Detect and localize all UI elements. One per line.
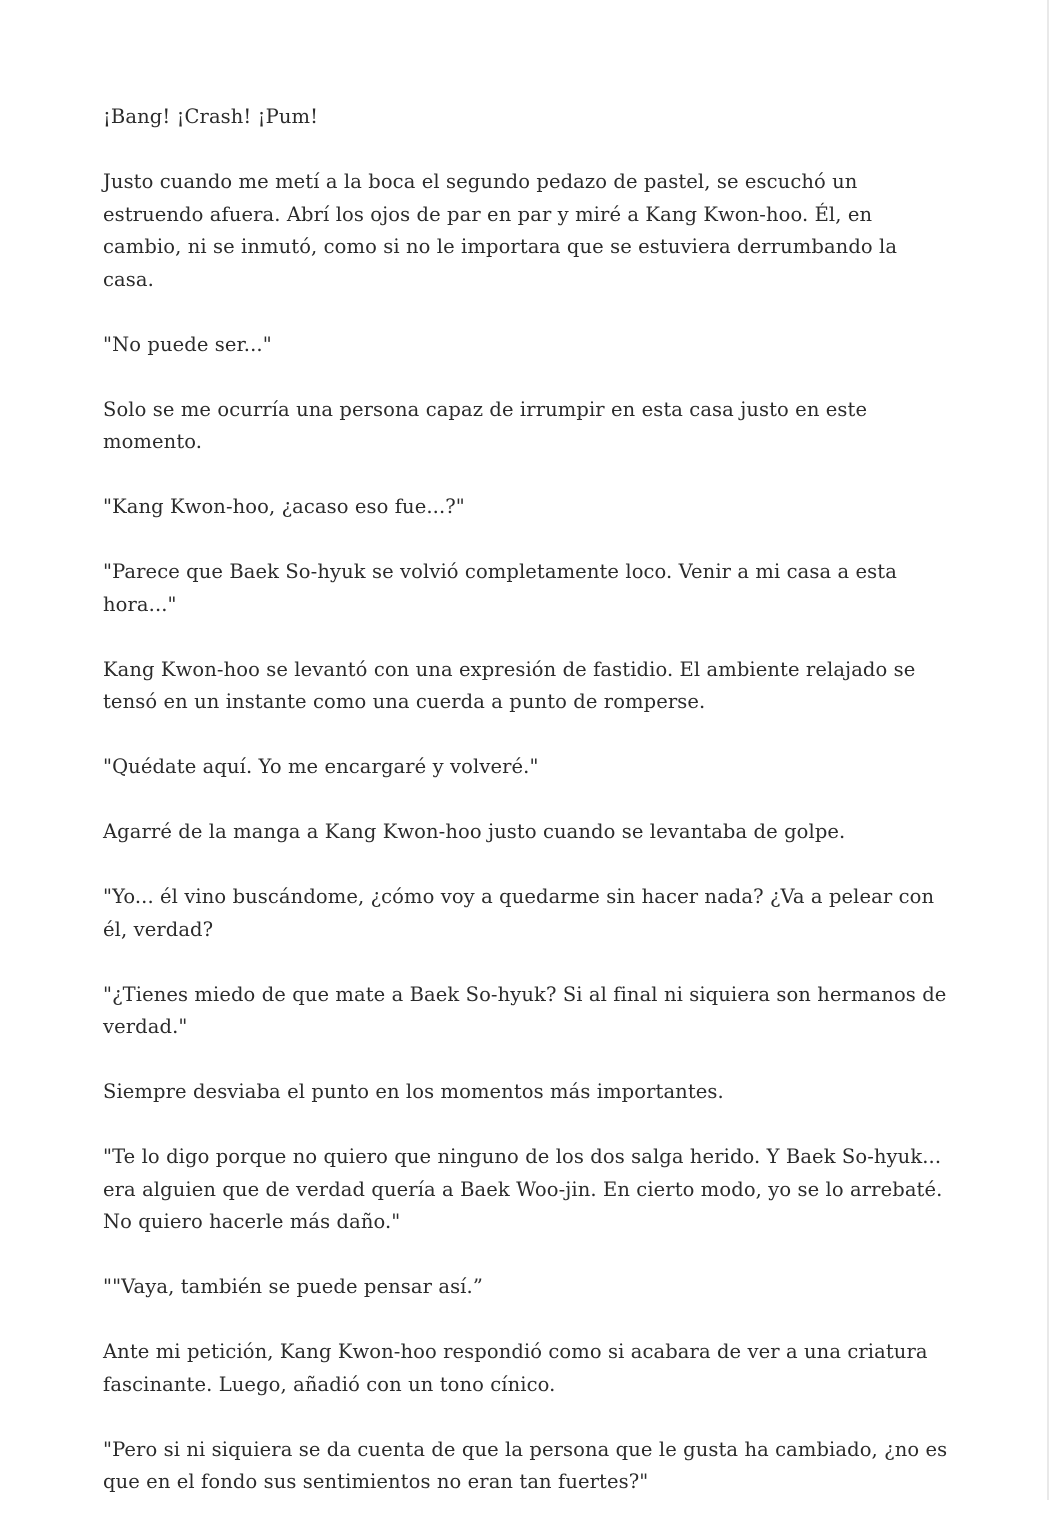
paragraph: ¡Bang! ¡Crash! ¡Pum!	[103, 105, 319, 128]
paragraph: "No puede ser..."	[103, 332, 272, 356]
paragraph: "¿Tienes miedo de que mate a Baek So-hyuk? Si al final ni siquiera son hermanos de verdad."	[103, 982, 947, 1038]
paragraph: "Pero si ni siquiera se da cuenta de que la persona que le gusta ha cambiado, ¿no es que en el fondo sus sentimientos no eran tan fuertes?"	[103, 1437, 948, 1493]
paragraph: Agarré de la manga a Kang Kwon-hoo justo cuando se levantaba de golpe.	[103, 820, 846, 843]
paragraph: "Parece que Baek So-hyuk se volvió completamente loco. Venir a mi casa a esta hora..."	[103, 560, 897, 616]
paragraph: "Te lo digo porque no quiero que ninguno de los dos salga herido. Y Baek So-hyuk... era alguien que de verdad quería a Baek Woo-jin. En cierto modo, yo se lo arrebaté. No quiero hacerle más daño."	[103, 1145, 943, 1233]
paragraph: Kang Kwon-hoo se levantó con una expresión de fastidio. El ambiente relajado se tensó en un instante como una cuerda a punto de romperse.	[103, 657, 916, 713]
paragraph: "Kang Kwon-hoo, ¿acaso eso fue...?"	[103, 495, 465, 518]
paragraph: Justo cuando me metí a la boca el segundo pedazo de pastel, se escuchó un estruendo afuera. Abrí los ojos de par en par y miré a Kang Kwon-hoo. Él, en cambio, ni se inmutó, como si no le importara que se estuviera derrumbando la casa.	[103, 170, 898, 291]
paragraph: Siempre desviaba el punto en los momentos más importantes.	[103, 1080, 724, 1103]
paragraph: "Yo... él vino buscándome, ¿cómo voy a quedarme sin hacer nada? ¿Va a pelear con él, verdad?	[103, 885, 935, 941]
paragraph: Solo se me ocurría una persona capaz de irrumpir en esta casa justo en este momento.	[103, 397, 868, 453]
paragraph: "Quédate aquí. Yo me encargaré y volveré."	[103, 755, 539, 778]
paragraph: ""Vaya, también se puede pensar así.”	[103, 1275, 483, 1298]
document-body	[103, 101, 953, 1531]
paragraph: Ante mi petición, Kang Kwon-hoo respondió como si acabara de ver a una criatura fascinante. Luego, añadió con un tono cínico.	[103, 1340, 928, 1396]
